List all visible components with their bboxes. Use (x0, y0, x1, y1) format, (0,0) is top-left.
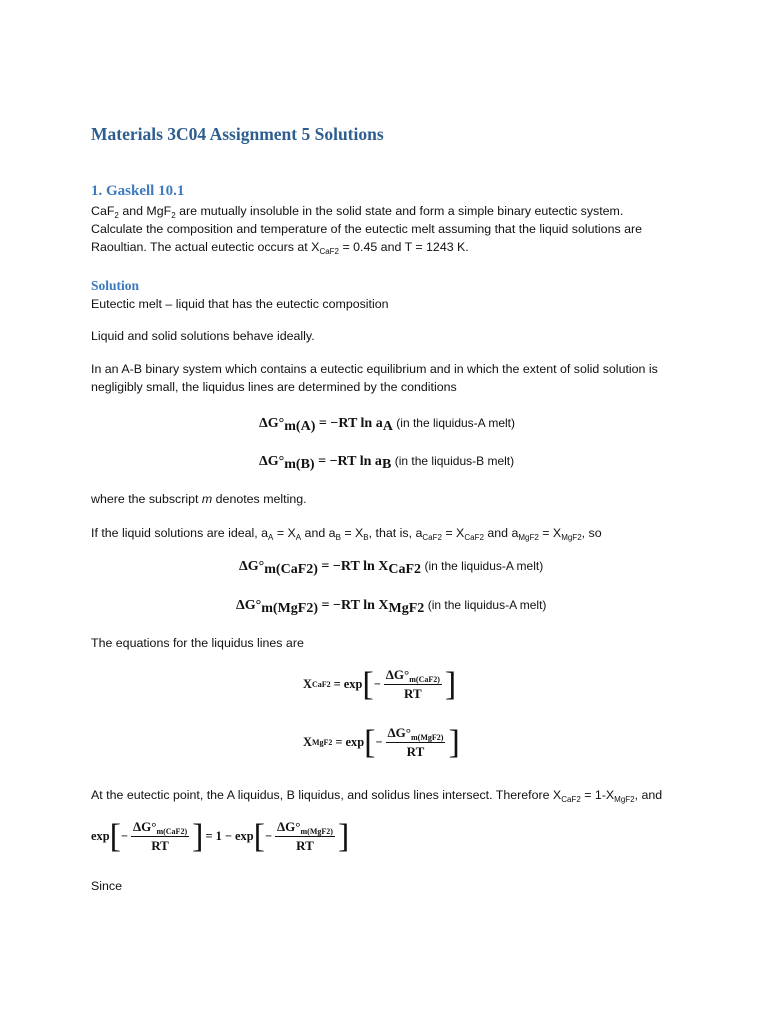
equation-x-caf2: X CaF2 = exp [ − $\frac{\Delta G^\circ_{m(CaF2)}}{RT}$ ] (303, 665, 457, 703)
paragraph-ideal-behaviour: Liquid and solid solutions behave ideally. (91, 329, 315, 343)
equation-liquidus-a: $\Delta G^\circ_{m(A)} = -RT$ $\ln a_A$ (in the liquidus-A melt) (259, 416, 516, 434)
equation-caf2-melting: $\Delta G^\circ_{m(CaF2)} = -RT$ $\ln X_{CaF2}$ (in the liquidus-A melt) (239, 559, 544, 577)
problem-statement (91, 203, 691, 257)
equation-liquidus-b: $\Delta G^\circ_{m(B)} = -RT$ $\ln a_B$ (in the liquidus-B melt) (259, 454, 515, 472)
paragraph-since: Since (91, 879, 122, 893)
fraction-caf2-eutectic: $\frac{\Delta G^\circ_{m(CaF2)}}{RT}$ (132, 819, 188, 853)
paragraph-liquidus-equations: The equations for the liquidus lines are (91, 636, 304, 650)
paragraph-ab-system: In an A-B binary system which contains a eutectic equilibrium and in which the extent of solid solution is negligibly small, the liquidus lines are determined by the conditions (91, 362, 658, 394)
problem-line-1: CaF$_2$ and MgF$_2$ are mutually insoluble in the solid state and form a simple binary eutectic system. (91, 204, 624, 220)
fraction-mgf2-eutectic: $\frac{\Delta G^\circ_{m(MgF2)}}{RT}$ (277, 819, 333, 853)
paragraph-eutectic-point: At the eutectic point, the A liquidus, B liquidus, and solidus lines intersect. Therefore $X_{CaF2} = 1-X_{MgF2}$, and (91, 788, 663, 804)
paragraph-eutectic-melt: Eutectic melt – liquid that has the eutectic composition (91, 297, 389, 311)
problem-line-3: Raoultian. The actual eutectic occurs at $X_{CaF2} = 0.45$ and T = 1243 K. (91, 239, 469, 256)
section-heading-gaskell: 1. Gaskell 10.1 (91, 183, 185, 199)
equation-x-mgf2: X MgF2 = exp [ − $\frac{\Delta G^\circ_{m(MgF2)}}{RT}$ ] (303, 723, 460, 761)
paragraph-ideal-solutions: If the liquid solutions are ideal, $a_A = X_A$ and $a_B = X_B$, that is, $a_{CaF2} = X_{CaF2}$ and $a_{MgF2} = X_{MgF2}$, so (91, 526, 602, 542)
problem-line-2: Calculate the composition and temperature of the eutectic melt assuming that the liquid solutions are (91, 221, 643, 236)
paragraph-subscript-m: where the subscript m denotes melting. (91, 492, 307, 506)
equation-mgf2-melting: $\Delta G^\circ_{m(MgF2)} = -RT$ $\ln X_{MgF2}$ (in the liquidus-A melt) (236, 598, 547, 616)
fraction-mgf2: $\frac{\Delta G^\circ_{m(MgF2)}}{RT}$ (387, 725, 444, 759)
fraction-caf2: $\frac{\Delta G^\circ_{m(CaF2)}}{RT}$ (385, 667, 440, 701)
page-title: Materials 3C04 Assignment 5 Solutions (91, 124, 384, 144)
solution-heading: Solution (91, 278, 140, 293)
equation-eutectic-condition: exp [ − $\frac{\Delta G^\circ_{m(CaF2)}}{RT}$ ] = 1 − exp [ − $\frac{\Delta G^\circ_{m(MgF2)}}{RT}$ ] (91, 817, 350, 855)
